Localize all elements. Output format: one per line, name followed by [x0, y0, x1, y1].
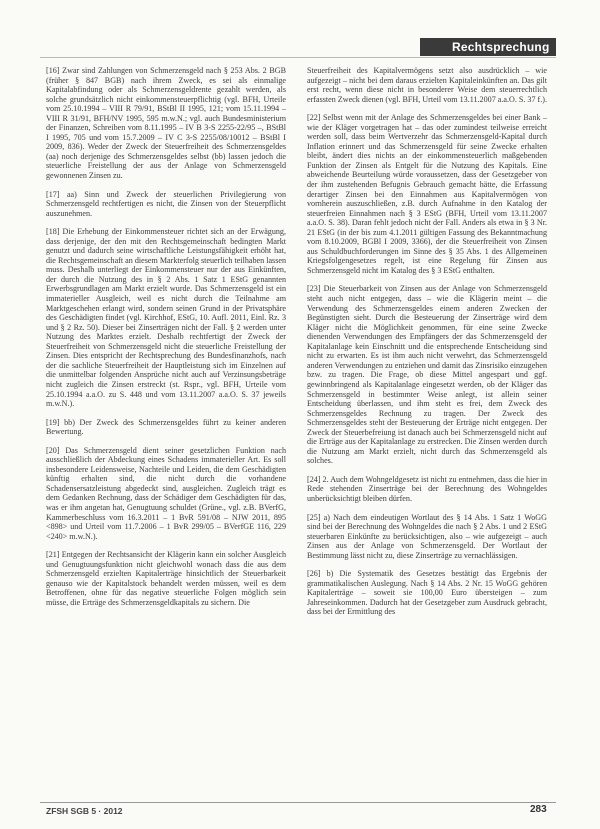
journal-reference: ZFSH SGB 5 · 2012: [46, 806, 123, 816]
paragraph-21-continued: Steuerfreiheit des Kapitalvermögens setzt also ausdrücklich – wie aufgezeigt – nicht bei dem daraus erzielten Kapitaleinkünften an. Das gilt erst recht, wenn diese nicht in besonderer Weise dem steuerrechtlich erfassten Zweck dienen (vgl. BFH, Urteil vom 13.11.2007 a.a.O. S. 37 f.).: [307, 66, 547, 104]
paragraph-26: [26] b) Die Systematik des Gesetzes bestätigt das Ergebnis der grammatikalischen Auslegung. Nach § 14 Abs. 2 Nr. 15 WoGG gehören Kapitalerträge – soweit sie 100,00 Euro übersteigen – zum Jahreseinkommen. Dadurch hat der Gesetzgeber zum Ausdruck gebracht, dass bei der Ermittlung des: [307, 569, 547, 617]
header-rule: [40, 57, 556, 58]
paragraph-19: [19] bb) Der Zweck des Schmerzensgeldes führt zu keiner anderen Bewertung.: [46, 417, 286, 437]
footer-rule: [40, 802, 556, 803]
paragraph-17: [17] aa) Sinn und Zweck der steuerlichen Privilegierung von Schmerzensgeld rechtfertigen es nicht, die Zinsen von der Steuerpflicht auszunehmen.: [46, 189, 286, 218]
paragraph-21: [21] Entgegen der Rechtsansicht der Klägerin kann ein solcher Ausgleich und Genugtuungsfunktion nicht gleichwohl wonach dass die aus dem Schmerzensgeld erzielten Kapitalerträge hinsichtlich der Steuerbarkeit genauso wie der Kapitalstock behandelt werden müssen, weil es dem Betroffenen, ohne für das negative steuerliche Folgen möglich sein müsse, die Erträge des Schmerzensgeldkapitals zu sichern. Die: [46, 550, 286, 607]
section-header: Rechtsprechung: [452, 40, 550, 54]
left-column: [46, 66, 286, 616]
paragraph-18: [18] Die Erhebung der Einkommensteuer richtet sich an der Erwägung, dass derjenige, der den mit den Rechtsgemeinschaft bedingten Markt genutzt und dadurch seine wirtschaftliche Leistungsfähigkeit erhöht hat, die Rechtsgemeinschaft an diesem Markterfolg steuerlich teilhaben lassen muss. Deshalb unterliegt der Einkommensteuer nur der aus Einkünften, der durch die Nutzung des in § 2 Abs. 1 Satz 1 EStG genannten Erwerbsgrundlagen am Markt erzielt wurde. Das Schmerzensgeld ist ein immaterieller Ausgleich, weil es nicht durch die Teilnahme am Marktgeschehen erlangt wird, sondern seinen Grund in der Privatsphäre des Geschädigten findet (vgl. Kirchhof, EStG, 10. Aufl. 2011, Einl. Rz. 3 und § 2 Rz. 50). Dieser bei Zinserträgen nicht der Fall. § 2 werden unter Nutzung des Marktes erzielt. Deshalb rechtfertigt der Zweck der Steuerfreiheit von Schmerzensgeld nicht die steuerliche Freistellung der Zinsen. Dies entspricht der Rechtsprechung des Bundesfinanzhofs, nach der die sachliche Steuerfreiheit der Hauptleistung sich im Einzelnen auf die unmittelbar folgenden Ansprüche nicht auch auf Verzinsungsbeträge nicht zugleich die Zinsen erstreckt (st. Rspr., vgl. BFH, Urteile vom 25.10.1994 a.a.O. zu S. 448 und vom 13.11.2007 a.a.O. S. 37 jeweils m.w.N.).: [46, 227, 286, 409]
paragraph-22: [22] Selbst wenn mit der Anlage des Schmerzensgeldes bei einer Bank – wie der Kläger vorgetragen hat – das oder zumindest teilweise erreicht werden soll, dass beim Wertverzehr das Schmerzensgeld-Kapital durch Inflation erinnert und das Schmerzensgeld für seine Zwecke erhalten bleibt, ändert dies nichts an der einkommensteuerlich maßgebenden Funktion der Zinsen als Entgelt für die Nutzung des Kapitals. Eine abweichende Beurteilung würde voraussetzen, dass der Gesetzgeber von der ihm zustehenden Befugnis Gebrauch gemacht hätte, die Erfassung derartiger Zinsen bei den Einnahmen aus Kapitalvermögen von vornherein auszuschließen, z.B. durch Aufnahme in den Katalog der steuerfreien Einnahmen nach § 3 EStG (BFH, Urteil vom 13.11.2007 a.a.O. S. 38). Daran fehlt jedoch nicht der Fall. Anders als etwa in § 3 Nr. 21 EStG (in der bis zum 4.1.2011 gültigen Fassung des Bekanntmachung vom 8.10.2009, BGBl I 2009, 3366), der die Steuerfreiheit von Zinsen aus Schuldbuchforderungen im Sinne des § 35 Abs. 1 des Allgemeinen Kriegsfolgengesetzes regelt, ist eine Regelung für Zinsen aus Schmerzensgeld nicht im Katalog des § 3 EStG enthalten.: [307, 113, 547, 275]
paragraph-23: [23] Die Steuerbarkeit von Zinsen aus der Anlage von Schmerzensgeld steht auch nicht entgegen, dass – wie die Klägerin meint – die Verwendung des Schmerzensgeldes einem anderen Zwecken der Begünstigten sieht. Durch die Besteuerung der Zinserträge wird dem Kläger nicht die Möglichkeit genommen, für eine seine Zwecke dienenden Verwendungen des Empfängers der das Schmerzensgeld der Kapitalanlage kein Einschnitt und die entsprechende Entscheidung sind nicht zu erwarten. Es ist ihm auch nicht verwehrt, das Schmerzensgeld anderen Verwendungen zu entziehen und damit das Zinsrisiko einzugehen bzw. zu tragen. Die Frage, ob diese Mittel angespart und ggf. gewinnbringend als Kapitalanlage eingesetzt werden, ob der Kläger das Schmerzensgeld in bestimmter Weise anlegt, ist allein seiner Entscheidung überlassen, und ihm steht es frei, dem Zweck des Schmerzensgeldes Rechnung zu tragen. Der Zweck des Schmerzensgeldes steht der Besteuerung der Erträge nicht entgegen. Der Zweck der Steuerbefreiung ist danach auch bei Schmerzensgeld nicht auf die Erträge aus der Kapitalanlage zu erstrecken. Die Zinsen werden durch die Nutzung am Markt erzielt, nicht durch das Schmerzensgeld als solches.: [307, 284, 547, 466]
right-column: [307, 66, 547, 626]
page-number: 283: [530, 804, 547, 815]
paragraph-24: [24] 2. Auch dem Wohngeldgesetz ist nicht zu entnehmen, dass die hier in Rede stehenden Zinserträge bei der Berechnung des Wohngeldes unberücksichtigt bleiben dürfen.: [307, 474, 547, 503]
paragraph-25: [25] a) Nach dem eindeutigen Wortlaut des § 14 Abs. 1 Satz 1 WoGG sind bei der Berechnung des Wohngeldes die nach § 2 Abs. 1 und 2 EStG steuerbaren Einkünfte zu berücksichtigen, also – wie aufgezeigt – auch Zinsen aus der Anlage von Schmerzensgeld. Der Wortlaut der Bestimmung lässt nicht zu, diese Zinserträge zu vernachlässigen.: [307, 512, 547, 560]
paragraph-16: [16] Zwar sind Zahlungen von Schmerzensgeld nach § 253 Abs. 2 BGB (früher § 847 BGB) nach ihrem Zweck, es sei als einmalige Kapitalabfindung oder als Schmerzensgeldrente gezahlt werden, als solche grundsätzlich nicht einkommensteuerpflichtig (vgl. BFH, Urteile vom 25.10.1994 – VIII R 79/91, BStBl II 1995, 121; vom 15.11.1994 – VIII R 31/91, BFH/NV 1995, 595 m.w.N.; vgl. auch Bundesministerium der Finanzen, Schreiben vom 8.11.1995 – IV B 3-S 2255-22/95 –, BStBl I 1995, 705 und vom 15.7.2009 – IV C 3-S 2255/08/10012 – BStBl I 2009, 836). Weder der Zweck der Steuerfreiheit des Schmerzensgeldes (aa) noch derjenige des Schmerzensgeldes selbst (bb) lassen jedoch die steuerliche Freistellung der aus der Anlage von Schmerzensgeld gewonnenen Zinsen zu.: [46, 66, 286, 181]
paragraph-20: [20] Das Schmerzensgeld dient seiner gesetzlichen Funktion nach ausschließlich der Abdeckung eines Schadens immaterieller Art. Es soll insbesondere Leidensweise, Nachteile und Leiden, die dem Geschädigten künftig erhalten sind, die nicht durch die vorhandene Schadensersatzleistung abgedeckt sind, ausgleichen. Zugleich trägt es dem Gedanken Rechnung, dass der Schädiger dem Geschädigten für das, was er ihm angetan hat, Genugtuung schuldet (Grüne., vgl. z.B. BVerfG, Kammerbeschluss vom 16.3.2011 – 1 BvR 591/08 – NJW 2011, 895 <898> und Urteil vom 11.7.2006 – 1 BvR 299/05 – BVerfGE 116, 229 <240> m.w.N.).: [46, 445, 286, 541]
